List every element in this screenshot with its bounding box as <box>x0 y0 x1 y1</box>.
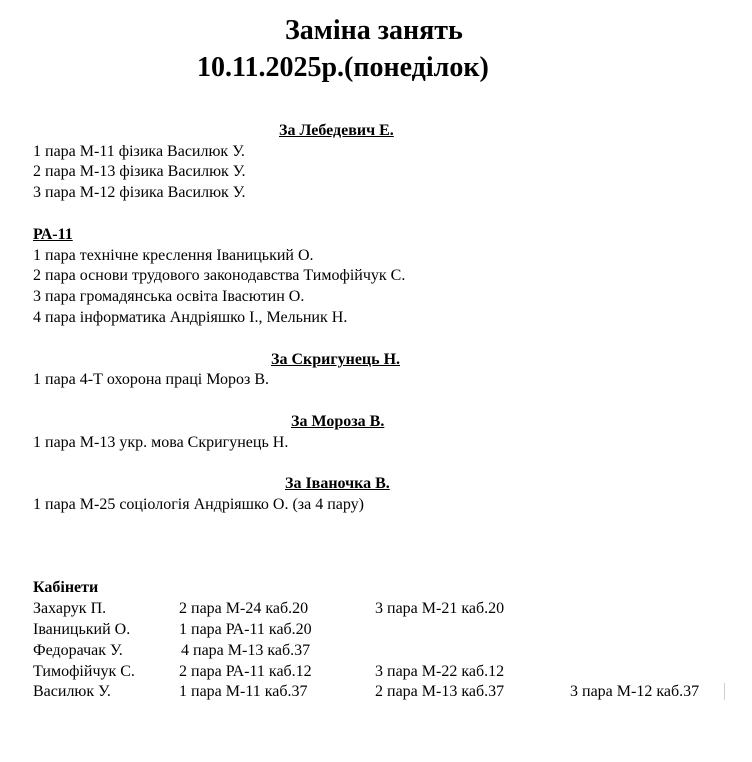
lesson-line: 2 пара М-13 фізика Василюк У. <box>33 163 246 180</box>
cabinet-entry: 3 пара М-22 каб.12 <box>375 663 505 680</box>
cabinet-teacher: Захарук П. <box>33 600 107 617</box>
page-title: Заміна занять <box>285 15 463 46</box>
cabinet-entry: 3 пара М-21 каб.20 <box>375 600 505 617</box>
lesson-line: 3 пара М-12 фізика Василюк У. <box>33 184 246 201</box>
cabinet-entry: 1 пара М-11 каб.37 <box>179 683 308 700</box>
lesson-line: 3 пара громадянська освіта Івасютин О. <box>33 288 305 305</box>
cabinet-entry: 3 пара М-12 каб.37 <box>570 683 700 700</box>
section-heading-skryhunets: За Скригунець Н. <box>271 351 401 368</box>
lesson-line: 1 пара М-13 укр. мова Скригунець Н. <box>33 434 289 451</box>
cabinet-teacher: Тимофійчук С. <box>33 663 135 680</box>
section-heading-lebedevych: За Лебедевич Е. <box>279 122 394 139</box>
cabinet-entry: 4 пара М-13 каб.37 <box>181 642 311 659</box>
lesson-line: 1 пара М-11 фізика Василюк У. <box>33 143 245 160</box>
page-date: 10.11.2025р.(понеділок) <box>197 52 489 83</box>
section-heading-ivanochko: За Іваночка В. <box>285 475 390 492</box>
cabinet-teacher: Василюк У. <box>33 683 111 700</box>
cabinet-entry: 2 пара М-13 каб.37 <box>375 683 505 700</box>
cabinet-entry: 1 пара РА-11 каб.20 <box>179 621 312 638</box>
section-heading-moroz: За Мороза В. <box>291 413 385 430</box>
cabinet-entry: 2 пара М-24 каб.20 <box>179 600 309 617</box>
section-heading-ra11: РА-11 <box>33 226 73 243</box>
lesson-line: 1 пара 4-Т охорона праці Мороз В. <box>33 371 270 388</box>
cabinet-teacher: Федорачак У. <box>33 642 123 659</box>
cabinet-teacher: Іваницький О. <box>33 621 131 638</box>
cabinet-entry: 2 пара РА-11 каб.12 <box>179 663 312 680</box>
cabinets-heading: Кабінети <box>33 579 99 596</box>
lesson-line: 1 пара М-25 соціологія Андріяшко О. (за 4 пару) <box>33 496 364 513</box>
lesson-line: 1 пара технічне креслення Іваницький О. <box>33 247 314 264</box>
lesson-line: 2 пара основи трудового законодавства Тимофійчук С. <box>33 267 406 284</box>
text-cursor-mark <box>724 683 725 700</box>
lesson-line: 4 пара інформатика Андріяшко І., Мельник Н. <box>33 309 348 326</box>
